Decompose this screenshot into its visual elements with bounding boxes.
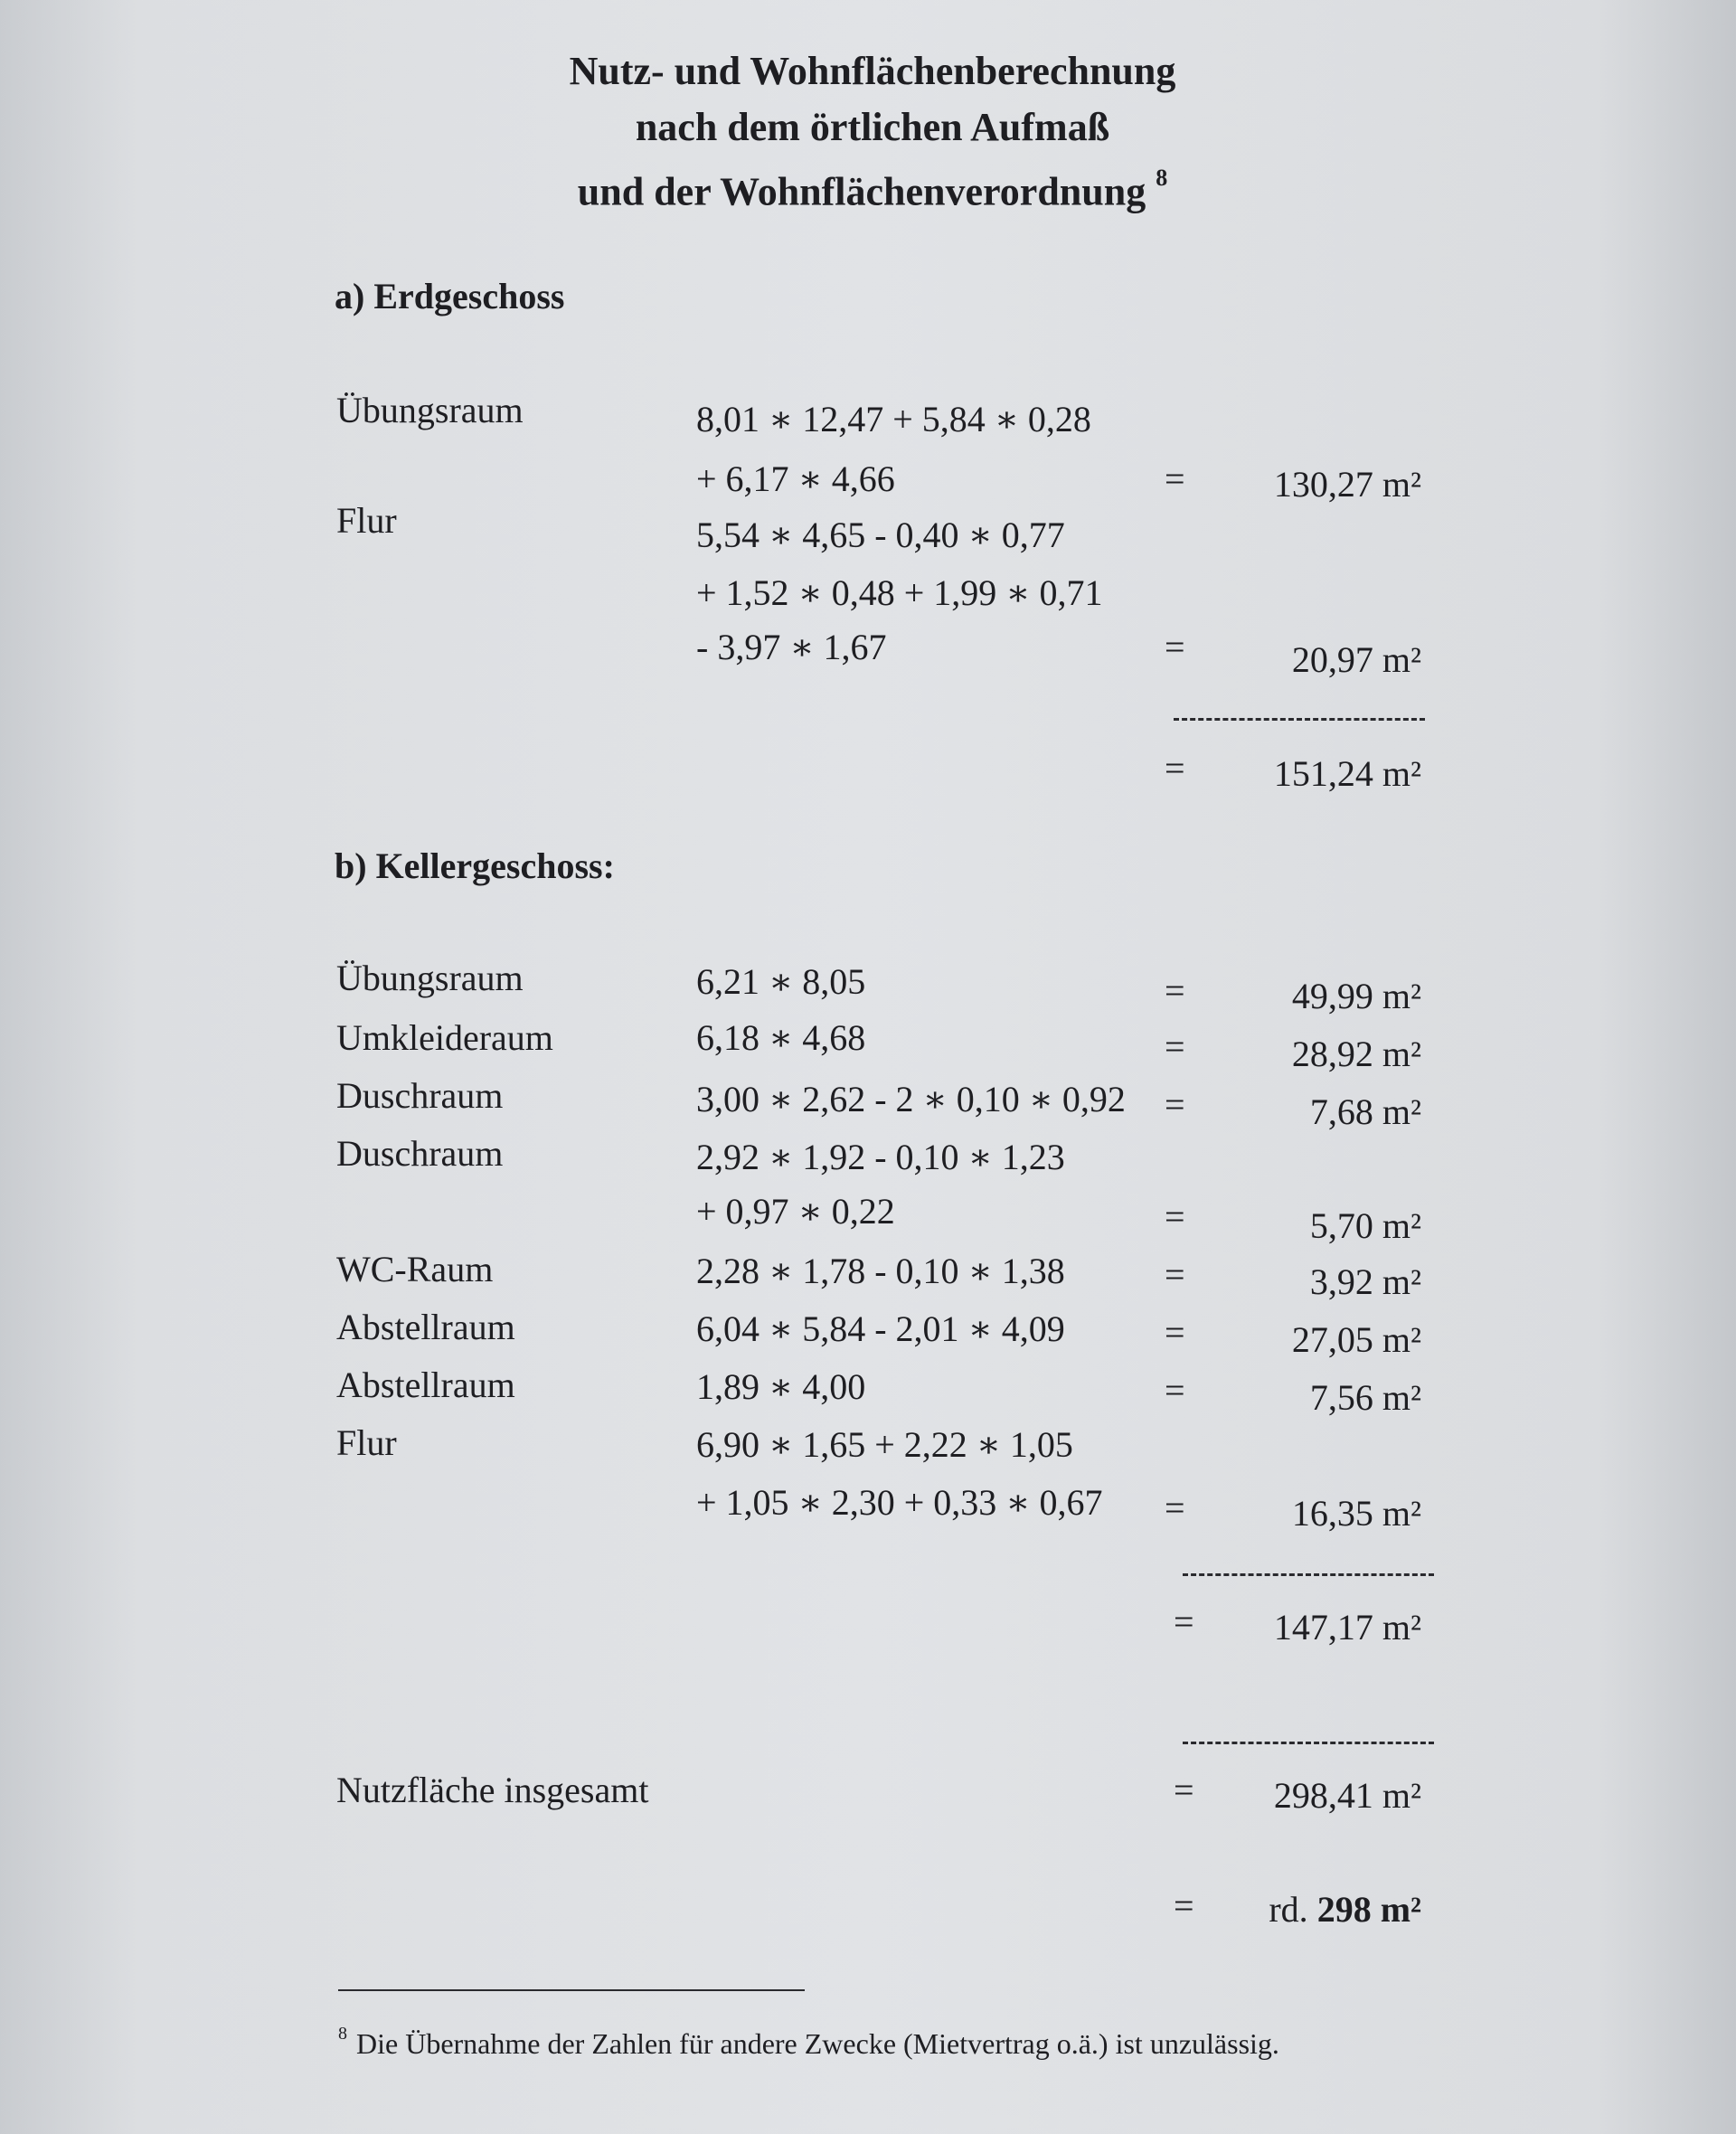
calc-row (0, 1306, 1736, 1360)
room-label: WC-Raum (336, 1249, 494, 1289)
room-formula: + 0,97 ∗ 0,22 (696, 1191, 895, 1232)
calc-row (0, 571, 1736, 626)
room-formula: 6,18 ∗ 4,68 (696, 1017, 866, 1058)
title-footnote-ref: 8 (1156, 165, 1168, 191)
sum-separator (1174, 718, 1425, 721)
room-formula: 6,21 ∗ 8,05 (696, 961, 866, 1002)
calc-row (0, 1016, 1736, 1074)
equals-sign: = (1165, 627, 1185, 667)
equals-sign: = (1165, 458, 1185, 499)
calc-row (0, 626, 1736, 680)
rounded-total (1269, 1888, 1421, 1931)
section-sum-row (0, 747, 1736, 801)
equals-sign: = (1165, 1026, 1185, 1067)
area-value: 130,27 m² (1273, 464, 1421, 505)
equals-sign: = (1165, 1196, 1185, 1237)
page-title (0, 43, 1736, 221)
room-formula: 6,90 ∗ 1,65 + 2,22 ∗ 1,05 (696, 1424, 1073, 1465)
calc-row (0, 1248, 1736, 1302)
room-formula: + 6,17 ∗ 4,66 (696, 458, 895, 499)
area-value: 16,35 m² (1291, 1493, 1421, 1534)
room-formula: + 1,05 ∗ 2,30 + 0,33 ∗ 0,67 (696, 1482, 1103, 1523)
room-label: Flur (336, 500, 397, 541)
section-sum-value: 147,17 m² (1273, 1607, 1421, 1648)
footnote-rule (338, 1989, 805, 1991)
room-formula: 2,92 ∗ 1,92 - 0,10 ∗ 1,23 (696, 1137, 1065, 1177)
room-label: Abstellraum (336, 1307, 515, 1347)
equals-sign: = (1165, 1084, 1185, 1125)
equals-sign: = (1174, 1601, 1194, 1642)
footnote-text: Die Übernahme der Zahlen für andere Zwecke (Mietvertrag o.ä.) ist unzulässig. (356, 2027, 1279, 2060)
section-sum-value: 151,24 m² (1273, 753, 1421, 794)
title-line-2: nach dem örtlichen Aufmaß (635, 105, 1110, 149)
area-value: 49,99 m² (1291, 976, 1421, 1016)
room-label: Umkleideraum (336, 1017, 553, 1058)
room-label: Duschraum (336, 1133, 504, 1174)
equals-sign: = (1165, 1254, 1185, 1295)
room-formula: 2,28 ∗ 1,78 - 0,10 ∗ 1,38 (696, 1251, 1065, 1291)
area-value: 28,92 m² (1291, 1034, 1421, 1074)
room-label: Übungsraum (336, 958, 524, 998)
rounded-value: 298 m² (1316, 1889, 1421, 1930)
area-value: 5,70 m² (1309, 1205, 1421, 1246)
calc-row (0, 1132, 1736, 1186)
total-value: 298,41 m² (1273, 1775, 1421, 1816)
footnote (338, 2024, 1279, 2061)
room-formula: 6,04 ∗ 5,84 - 2,01 ∗ 4,09 (696, 1308, 1065, 1349)
title-line-3 (0, 156, 1736, 221)
total-separator (1183, 1742, 1434, 1744)
total-label: Nutzfläche insgesamt (336, 1770, 649, 1810)
area-value: 20,97 m² (1291, 639, 1421, 680)
equals-sign: = (1165, 748, 1185, 788)
room-formula: 5,54 ∗ 4,65 - 0,40 ∗ 0,77 (696, 515, 1065, 555)
rounded-total-row (0, 1884, 1736, 1939)
calc-row (0, 957, 1736, 1016)
area-value: 3,92 m² (1309, 1261, 1421, 1302)
calc-row (0, 1481, 1736, 1535)
area-value: 27,05 m² (1291, 1319, 1421, 1360)
calc-row (0, 499, 1736, 553)
room-label: Übungsraum (336, 390, 524, 430)
calc-row (0, 1190, 1736, 1244)
room-formula: + 1,52 ∗ 0,48 + 1,99 ∗ 0,71 (696, 572, 1103, 613)
calc-row (0, 389, 1736, 443)
title-line-3-text: und der Wohnflächenverordnung (577, 169, 1146, 214)
total-row (0, 1769, 1736, 1823)
area-value: 7,56 m² (1309, 1377, 1421, 1418)
room-label: Flur (336, 1422, 397, 1463)
room-formula: 8,01 ∗ 12,47 + 5,84 ∗ 0,28 (696, 399, 1091, 439)
title-line-1: Nutz- und Wohnflächenberechnung (569, 49, 1176, 93)
footnote-mark: 8 (338, 2024, 347, 2044)
room-formula: 1,89 ∗ 4,00 (696, 1366, 866, 1407)
area-value: 7,68 m² (1309, 1091, 1421, 1132)
equals-sign: = (1174, 1770, 1194, 1810)
room-formula: 3,00 ∗ 2,62 - 2 ∗ 0,10 ∗ 0,92 (696, 1079, 1126, 1119)
section-sum-row (0, 1600, 1736, 1655)
section-heading-erdgeschoss: a) Erdgeschoss (335, 276, 565, 316)
equals-sign: = (1174, 1885, 1194, 1926)
calc-row (0, 1421, 1736, 1476)
equals-sign: = (1165, 1312, 1185, 1353)
calc-row (0, 1364, 1736, 1418)
calc-row (0, 1074, 1736, 1132)
rounded-prefix: rd. (1269, 1889, 1308, 1930)
section-heading-kellergeschoss: b) Kellergeschoss: (335, 845, 615, 886)
room-formula: - 3,97 ∗ 1,67 (696, 627, 887, 667)
equals-sign: = (1165, 970, 1185, 1011)
room-label: Abstellraum (336, 1364, 515, 1405)
equals-sign: = (1165, 1370, 1185, 1411)
room-label: Duschraum (336, 1075, 504, 1116)
equals-sign: = (1165, 1487, 1185, 1528)
sum-separator (1183, 1573, 1434, 1576)
